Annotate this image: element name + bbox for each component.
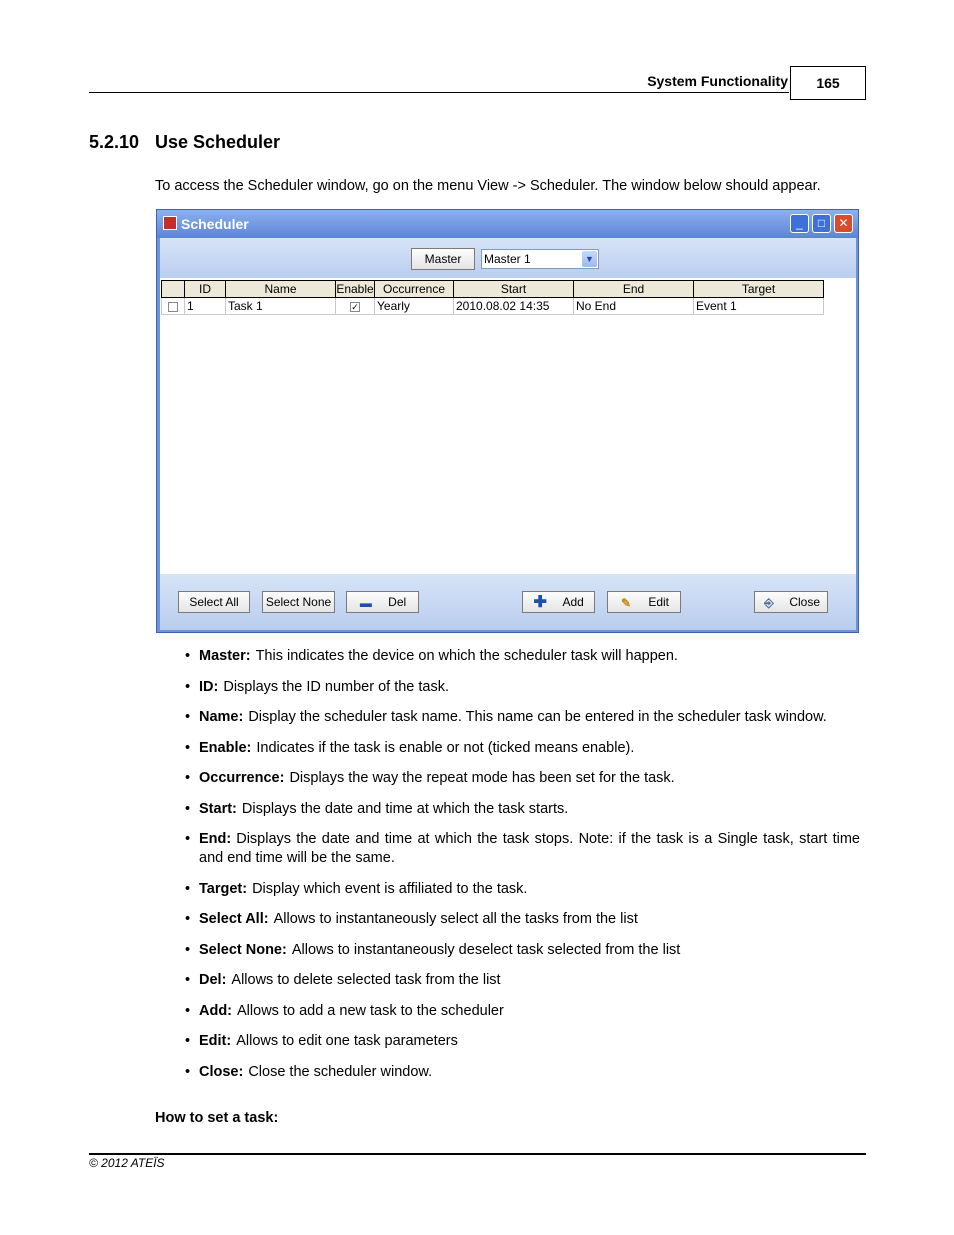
list-item xyxy=(185,769,860,788)
close-button[interactable] xyxy=(754,591,828,613)
scheduler-window xyxy=(156,209,859,633)
howto-heading: How to set a task: xyxy=(155,1110,279,1126)
checkbox-icon xyxy=(168,302,178,312)
column-header-id[interactable]: ID xyxy=(185,281,226,298)
list-item-text: Displays the ID number of the task. xyxy=(223,678,449,695)
plus-icon: ✚ xyxy=(533,593,547,611)
cell-name: Task 1 xyxy=(226,298,336,315)
list-item-text: Displays the date and time at which the task starts. xyxy=(241,800,569,817)
header-rule xyxy=(89,92,789,93)
column-header-target[interactable]: Target xyxy=(694,281,824,298)
list-item xyxy=(185,1063,860,1082)
list-item xyxy=(185,880,860,899)
list-item-term: ID: xyxy=(199,678,219,695)
pencil-icon: ✎ xyxy=(620,595,632,610)
list-item xyxy=(185,830,860,868)
edit-button-label: Edit xyxy=(648,595,670,609)
page-number: 165 xyxy=(790,66,866,100)
list-item xyxy=(185,678,860,697)
minimize-icon: _ xyxy=(796,216,803,230)
list-item-term: End: xyxy=(199,831,232,847)
intro-paragraph: To access the Scheduler window, go on the menu View -> Scheduler. The window below should appear. xyxy=(155,178,821,194)
cell-target: Event 1 xyxy=(694,298,824,315)
list-item-text: Allows to instantaneously select all the tasks from the list xyxy=(273,911,638,927)
list-item-term: Name: xyxy=(199,709,244,725)
feature-list xyxy=(185,647,860,1093)
list-item-text: Allows to delete selected task from the list xyxy=(231,972,501,988)
master-select[interactable] xyxy=(481,249,599,269)
chevron-down-icon[interactable]: ▼ xyxy=(582,251,597,267)
row-select-checkbox[interactable] xyxy=(162,298,185,315)
window-titlebar[interactable] xyxy=(157,210,858,238)
app-icon xyxy=(163,216,177,230)
minimize-button[interactable] xyxy=(790,214,809,233)
table-header-row xyxy=(162,281,824,298)
select-none-button[interactable]: Select None xyxy=(262,591,335,613)
list-item-text: Allows to add a new task to the scheduler xyxy=(237,1002,504,1019)
list-item-term: Master: xyxy=(199,648,251,664)
maximize-button[interactable] xyxy=(812,214,831,233)
list-item xyxy=(185,739,860,758)
list-item-text: Allows to edit one task parameters xyxy=(236,1033,458,1049)
list-item-term: Edit: xyxy=(199,1033,232,1049)
cell-id: 1 xyxy=(185,298,226,315)
close-window-button[interactable] xyxy=(834,214,853,233)
close-button-label: Close xyxy=(789,595,821,609)
column-header-end[interactable]: End xyxy=(574,281,694,298)
master-bar xyxy=(160,238,856,278)
delete-button[interactable] xyxy=(346,591,419,613)
list-item xyxy=(185,941,860,960)
edit-button[interactable] xyxy=(607,591,681,613)
window-client xyxy=(160,238,856,630)
list-item-term: Select All: xyxy=(199,911,269,927)
section-title: Use Scheduler xyxy=(155,132,281,152)
list-item-term: Occurrence: xyxy=(199,770,285,786)
cell-occurrence: Yearly xyxy=(375,298,454,315)
add-button-label: Add xyxy=(562,595,584,609)
task-grid-area xyxy=(160,278,856,574)
select-column-header xyxy=(162,281,185,298)
exit-door-icon: ⎆ xyxy=(764,595,774,610)
list-item xyxy=(185,708,860,727)
cell-enable-checkbox[interactable] xyxy=(336,298,375,315)
table-row[interactable] xyxy=(162,298,824,315)
list-item xyxy=(185,1032,860,1051)
list-item-text: Displays the date and time at which the task stops. Note: if the task is a Single task, start time and end time will be the same. xyxy=(199,831,860,866)
list-item-term: Start: xyxy=(199,800,237,817)
list-item-text: Close the scheduler window. xyxy=(248,1063,433,1080)
footer-copyright: © 2012 ATEÏS xyxy=(89,1156,165,1170)
close-icon: ✕ xyxy=(838,216,849,230)
list-item-term: Enable: xyxy=(199,739,252,756)
list-item xyxy=(185,971,860,990)
section-number: 5.2.10 xyxy=(89,132,140,152)
list-item-text: Indicates if the task is enable or not (ticked means enable). xyxy=(256,739,635,756)
master-select-value: Master 1 xyxy=(484,252,531,266)
checkmark-icon: ✓ xyxy=(351,301,359,312)
window-title: Scheduler xyxy=(181,216,249,232)
list-item-text: Display the scheduler task name. This name can be entered in the scheduler task window. xyxy=(248,709,827,725)
list-item-text: Displays the way the repeat mode has been set for the task. xyxy=(289,770,675,786)
cell-start: 2010.08.02 14:35 xyxy=(454,298,574,315)
list-item xyxy=(185,1002,860,1021)
task-table xyxy=(161,280,824,315)
section-heading xyxy=(89,132,280,153)
list-item-text: This indicates the device on which the scheduler task will happen. xyxy=(255,648,678,664)
list-item-text: Display which event is affiliated to the task. xyxy=(252,880,528,897)
list-item-term: Del: xyxy=(199,972,227,988)
column-header-start[interactable]: Start xyxy=(454,281,574,298)
list-item-term: Target: xyxy=(199,880,248,897)
column-header-name[interactable]: Name xyxy=(226,281,336,298)
list-item xyxy=(185,647,860,666)
list-item-term: Select None: xyxy=(199,941,287,958)
list-item-text: Allows to instantaneously deselect task selected from the list xyxy=(291,941,681,958)
footer-rule xyxy=(89,1153,866,1155)
select-all-button[interactable]: Select All xyxy=(178,591,250,613)
maximize-icon: □ xyxy=(817,216,826,230)
master-button[interactable]: Master xyxy=(411,248,475,270)
delete-button-label: Del xyxy=(388,595,407,609)
list-item-term: Add: xyxy=(199,1002,233,1019)
cell-end: No End xyxy=(574,298,694,315)
list-item xyxy=(185,910,860,929)
running-header-title: System Functionality xyxy=(647,73,788,89)
action-bar xyxy=(160,574,856,630)
minus-icon: ▬ xyxy=(359,595,372,610)
add-button[interactable] xyxy=(522,591,595,613)
column-header-occurrence[interactable]: Occurrence xyxy=(375,281,454,298)
column-header-enable[interactable]: Enable xyxy=(336,282,374,296)
list-item xyxy=(185,800,860,819)
list-item-term: Close: xyxy=(199,1063,244,1080)
